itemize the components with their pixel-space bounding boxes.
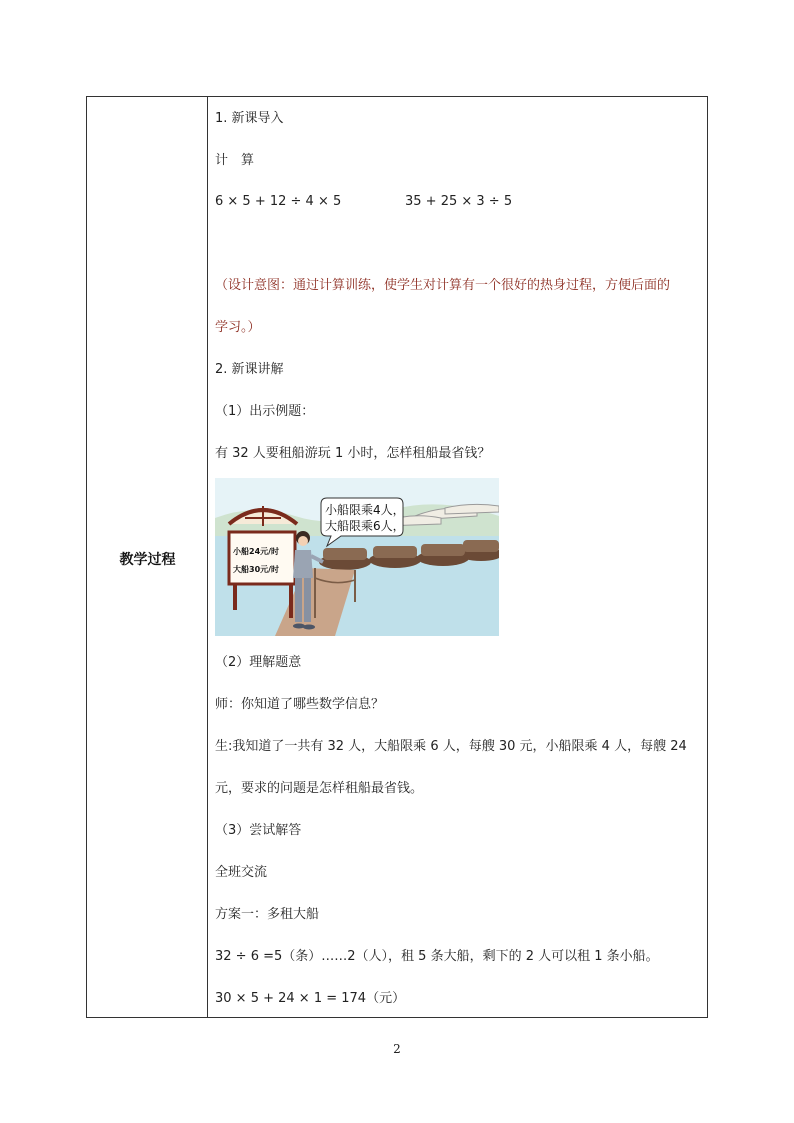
design-intent-line-2: 学习。） [215, 320, 261, 335]
plan-one-heading: 方案一：多租大船 [215, 907, 320, 922]
calc-expression-1: 6 × 5 + 12 ÷ 4 × 5 [215, 194, 342, 209]
design-intent-line-1: （设计意图：通过计算训练，使学生对计算有一个很好的热身过程，方便后面的 [215, 278, 671, 293]
student-answer-line-2: 元，要求的问题是怎样租船最省钱。 [215, 781, 424, 796]
example-question: 有 32 人要租船游玩 1 小时，怎样租船最省钱？ [215, 446, 491, 461]
heading-new-lesson-intro: 1. 新课导入 [215, 111, 284, 126]
plan-one-division: 32 ÷ 6 =5（条）……2（人），租 5 条大船，剩下的 2 人可以租 1 条小船。 [215, 949, 659, 964]
section-label: 教学过程 [119, 552, 176, 568]
student-answer-line-1: 生:我知道了一共有 32 人，大船限乘 6 人，每艘 30 元，小船限乘 4 人，每艘 24 [215, 739, 687, 754]
bubble-small-boat-limit: 小船限乘4人， [325, 503, 405, 517]
sign-small-boat-price: 小船24元/时 [233, 547, 280, 556]
subheading-understand: （2）理解题意 [215, 655, 302, 670]
calc-expression-2: 35 + 25 × 3 ÷ 5 [405, 194, 513, 209]
bubble-big-boat-limit: 大船限乘6人， [325, 519, 405, 533]
calc-heading: 计 算 [215, 153, 255, 168]
boat-rental-illustration [215, 478, 499, 636]
teacher-question: 师：你知道了哪些数学信息？ [215, 697, 385, 712]
class-exchange: 全班交流 [215, 865, 268, 880]
subheading-try-solve: （3）尝试解答 [215, 823, 302, 838]
label-cell [87, 97, 208, 1017]
heading-new-lesson-explain: 2. 新课讲解 [215, 362, 284, 377]
illustration-svg [215, 478, 499, 636]
page-number: 2 [393, 1042, 401, 1056]
plan-one-cost: 30 × 5 + 24 × 1 = 174（元） [215, 991, 406, 1006]
sign-big-boat-price: 大船30元/时 [233, 565, 280, 574]
subheading-example: （1）出示例题： [215, 404, 315, 419]
